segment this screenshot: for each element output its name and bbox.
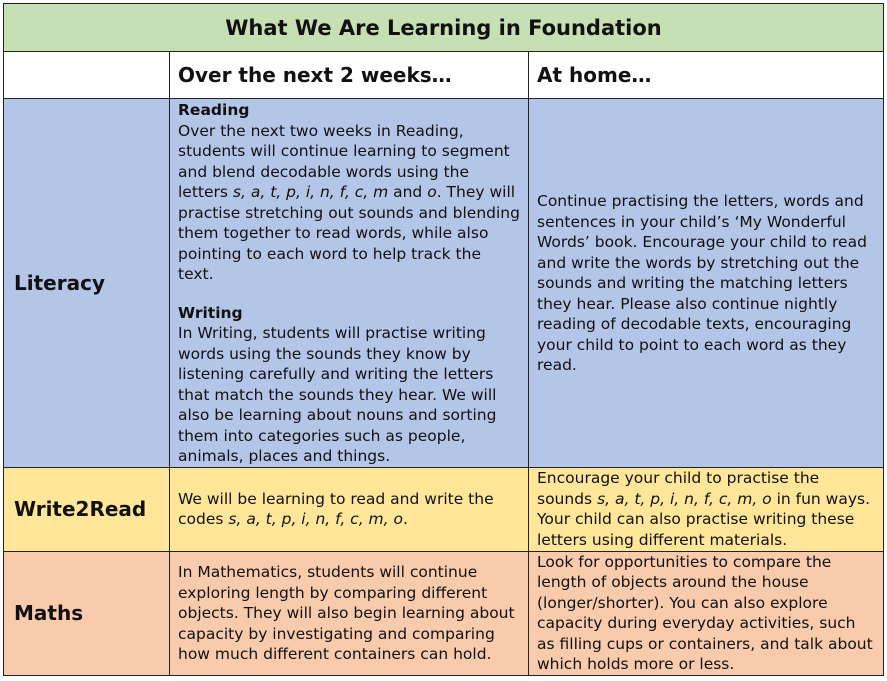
title-row bbox=[4, 4, 884, 52]
header-row bbox=[4, 52, 884, 99]
write2read-label: Write2Read bbox=[4, 468, 170, 551]
maths-school-cell: In Mathematics, students will continue exploring length by comparing different objects. They will also begin learning about capacity by investigating and comparing how much different containers can hold. bbox=[170, 551, 529, 676]
header-next-2-weeks: Over the next 2 weeks… bbox=[170, 52, 529, 99]
table-title: What We Are Learning in Foundation bbox=[4, 4, 884, 52]
write2read-row bbox=[4, 468, 884, 551]
literacy-row bbox=[4, 99, 884, 468]
write2read-school-cell: We will be learning to read and write the codes s, a, t, p, i, n, f, c, m, o. bbox=[170, 468, 529, 551]
writing-text: In Writing, students will practise writing words using the sounds they know by listening carefully and writing the letters that match the sounds they hear. We will also be learning about nouns and sorting them into categories such as people, animals, places and things. bbox=[178, 324, 497, 466]
learning-table bbox=[3, 3, 884, 676]
maths-row bbox=[4, 551, 884, 676]
write2read-home-cell: Encourage your child to practise the sounds s, a, t, p, i, n, f, c, m, o in fun ways. Your child can also practise writing these letters using different materials. bbox=[529, 468, 884, 551]
writing-heading: Writing bbox=[178, 303, 243, 322]
maths-label: Maths bbox=[4, 551, 170, 676]
maths-home-cell: Look for opportunities to compare the length of objects around the house (longer/shorter). You can also explore capacity during everyday activities, such as filling cups or containers, and talk about which holds more or less. bbox=[529, 551, 884, 676]
reading-text: Over the next two weeks in Reading, students will continue learning to segment and blend decodable words using the letters s, a, t, p, i, n, f, c, m and o. They will practise stretching out sounds and blending them together to read words, while also pointing to each word to help track the text. bbox=[178, 121, 520, 284]
reading-heading: Reading bbox=[178, 101, 250, 120]
header-blank bbox=[4, 52, 170, 99]
literacy-home-cell: Continue practising the letters, words and sentences in your child’s ‘My Wonderful Words’ book. Encourage your child to read and write the words by stretching out the sounds and writing the matching letters they hear. Please also continue nightly reading of decodable texts, encouraging your child to point to each word as they read. bbox=[529, 99, 884, 468]
literacy-school-cell bbox=[170, 99, 529, 468]
header-at-home: At home… bbox=[529, 52, 884, 99]
literacy-label: Literacy bbox=[4, 99, 170, 468]
